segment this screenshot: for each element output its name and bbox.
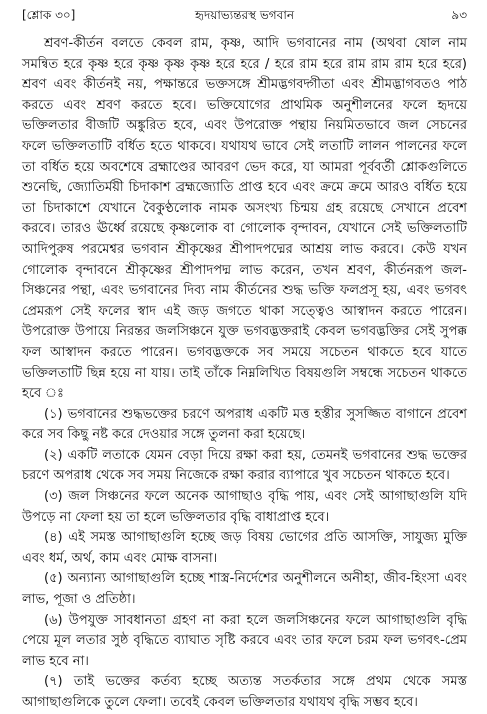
- item-number: (১): [44, 406, 63, 422]
- list-item: [22, 672, 467, 713]
- page-number: ৯৩: [451, 8, 467, 22]
- list-item: [22, 569, 467, 610]
- item-text: তাই ভক্তের কর্তব্য হচ্ছে অত্যন্ত সতর্কতার সঙ্গে প্রথম থেকে সমস্ত আগাছাগুলিকে তুলে ফেলা। তবেই কেবল ভক্তিলতার যথাযথ বৃদ্ধি সম্ভব হবে।: [22, 674, 467, 710]
- list-item: [22, 611, 467, 673]
- item-text: অন্যান্য আগাছাগুলি হচ্ছে শাস্ত্র-নির্দেশের অনুশীলনে অনীহা, জীব-হিংসা এবং লাভ, পূজা ও প্রতিষ্ঠা।: [22, 571, 468, 608]
- item-number: (৫): [44, 571, 63, 587]
- item-text: একটি লতাকে যেমন বেড়া দিয়ে রক্ষা করা হয়, তেমনই ভগবানের শুদ্ধ ভক্তের চরণে অপরাধ থেকে সব সময় নিজেকে রক্ষা করার ব্যাপারে খুব সচেতন থাকতে হবে।: [22, 447, 468, 484]
- item-number: (৭): [44, 674, 63, 690]
- item-text: ভগবানের শুদ্ধভক্তের চরণে অপরাধ একটি মত্ত হস্তীর সুসজ্জিত বাগানে প্রবেশ করে সব কিছু নষ্ট করে দেওয়ার সঙ্গে তুলনা করা হয়েছে।: [22, 406, 467, 443]
- item-text: জল সিঞ্চনের ফলে অনেক আগাছাও বৃদ্ধি পায়, এবং সেই আগাছাগুলি যদি উপড়ে না ফেলা হয় তা হলে ভক্তিলতার বৃদ্ধি বাধাপ্রাপ্ত হবে।: [22, 489, 467, 525]
- item-number: (২): [44, 447, 63, 463]
- item-text: এই সমস্ত আগাছাগুলি হচ্ছে জড় বিষয় ভোগের প্রতি আসক্তি, সাযুজ্য মুক্তি এবং ধর্ম, অর্থ, কাম এবং মোক্ষ বাসনা।: [22, 530, 467, 566]
- item-number: (৬): [44, 612, 63, 628]
- verse-marker: [শ্লোক ৩০]: [22, 8, 76, 22]
- list-item: [22, 405, 467, 446]
- chapter-title: হৃদয়াভ্যন্তরস্থ ভগবান: [194, 8, 294, 22]
- list-item: [22, 528, 467, 569]
- item-text: উপযুক্ত সাবধানতা গ্রহণ না করা হলে জলসিঞ্চনের ফলে আগাছাগুলি বৃদ্ধি পেয়ে মূল লতার সুষ্ঠ বৃদ্ধিতে ব্যাঘাত সৃষ্টি করবে এবং তার ফলে চরম ফল ভগবৎ-প্রেম লাভ হবে না।: [22, 612, 467, 669]
- item-number: (৪): [44, 530, 63, 546]
- list-item: [22, 446, 467, 487]
- running-header: [22, 6, 467, 24]
- item-number: (৩): [44, 489, 63, 505]
- list-item: [22, 487, 467, 528]
- intro-paragraph: শ্রবণ-কীর্তন বলতে কেবল রাম, কৃষ্ণ, আদি ভগবানের নাম (অথবা ষোল নাম সমন্বিত হরে কৃষ্ণ হরে কৃষ্ণ কৃষ্ণ কৃষ্ণ হরে হরে / হরে রাম হরে রাম রাম রাম হরে হরে) শ্রবণ এবং কীর্তনই নয়, পক্ষান্তরে ভক্তসঙ্গে শ্রীমদ্ভগবদ্গীতা এবং শ্রীমদ্ভাগবতও পাঠ করতে এবং শ্রবণ করতে হবে। ভক্তিযোগের প্রাথমিক অনুশীলনের ফলে হৃদয়ে ভক্তিলতার বীজটি অঙ্কুরিত হবে, এবং উপরোক্ত পন্থায় নিয়মিতভাবে জল সেচনের ফলে ভক্তিলতাটি বর্ধিত হতে থাকবে। যথাযথ ভাবে সেই লতাটি লালন পালনের ফলে তা বর্ধিত হয়ে অবশেষে ব্রহ্মাণ্ডের আবরণ ভেদ করে, যা আমরা পূর্ববর্তী শ্লোকগুলিতে শুনেছি, জ্যোতির্ময়ী চিদাকাশ ব্রহ্মজ্যোতি প্রাপ্ত হবে এবং ক্রমে ক্রমে আরও বর্ধিত হয়ে তা চিদাকাশে যেখানে বৈকুণ্ঠলোক নামক অসংখ্য চিন্ময় গ্রহ রয়েছে সেখানে প্রবেশ করবে। তারও ঊর্ধ্বে রয়েছে কৃষ্ণলোক বা গোলোক বৃন্দাবন, যেখানে সেই ভক্তিলতাটি আদিপুরুষ পরমেশ্বর ভগবান শ্রীকৃষ্ণের শ্রীপাদপদ্মের আশ্রয় লাভ করবে। কেউ যখন গোলোক বৃন্দাবনে শ্রীকৃষ্ণের শ্রীপাদপদ্ম লাভ করেন, তখন শ্রবণ, কীর্তনরূপ জল-সিঞ্চনের পন্থা, এবং ভগবানের দিব্য নাম কীর্তনের শুদ্ধ ভক্তি ফলপ্রসূ হয়, এবং ভগবৎ প্রেমরূপ সেই ফলের স্বাদ এই জড় জগতে থাকা সত্ত্বেও আস্বাদন করতে পারেন। উপরোক্ত উপায়ে নিরন্তর জলসিঞ্চনে যুক্ত ভগবদ্ভক্তরাই কেবল ভগবদ্ভক্তির সেই সুপক্ক ফল আস্বাদন করতে পারেন। ভগবদ্ভক্তকে সব সময়ে সচেতন থাকতে হবে যাতে ভক্তিলতাটি ছিন্ন হয়ে না যায়। তাই তাঁকে নিম্নলিখিত বিষয়গুলি সম্বন্ধে সচেতন থাকতে হবে ঃ: [22, 36, 467, 402]
- page-body: [22, 34, 467, 714]
